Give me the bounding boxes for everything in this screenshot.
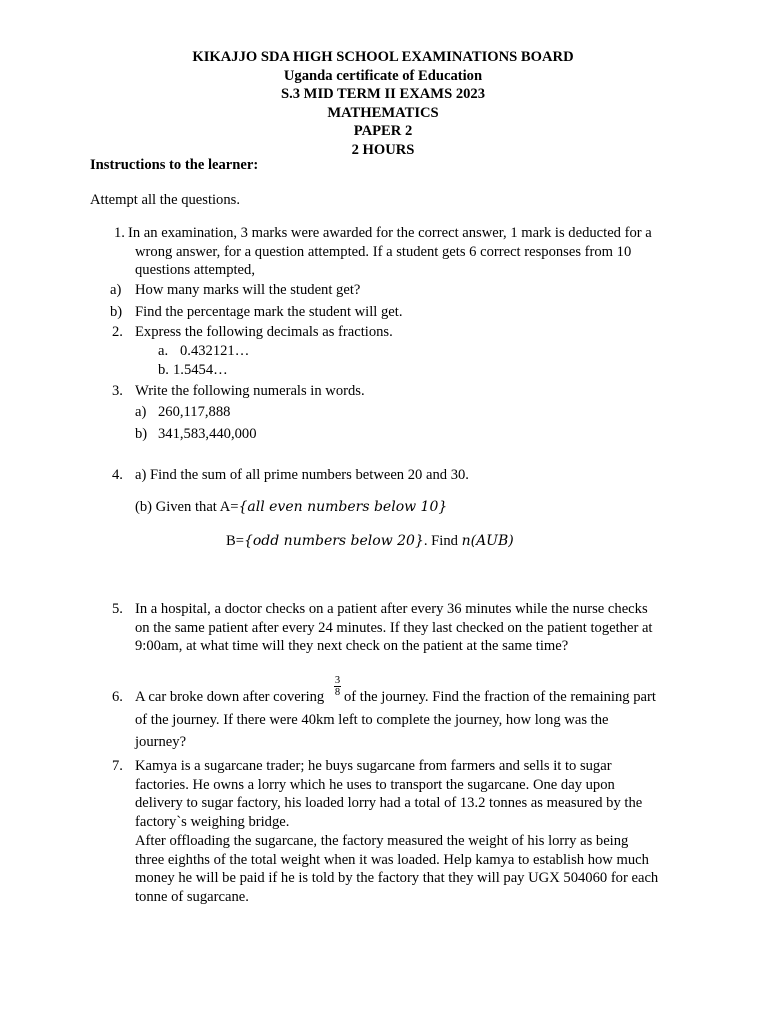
question-text-line: factories. He owns a lorry which he uses to transport the sugarcane. One day upon [135, 776, 615, 793]
question-text-line: After offloading the sugarcane, the factory measured the weight of his lorry as being [135, 833, 629, 849]
part-label: a. [158, 343, 169, 359]
set-b-expression: {odd numbers below 20} [243, 533, 424, 549]
part-text: 260,117,888 [158, 404, 231, 420]
instructions-heading: Instructions to the learner: [90, 157, 259, 173]
question-text-line: of the journey. If there were 40km left to complete the journey, how long was the [135, 712, 609, 728]
subject-title: MATHEMATICS [327, 104, 439, 121]
question-number: 5. [112, 601, 123, 617]
part-text: 1.5454… [173, 362, 228, 378]
question-text-line: Kamya is a sugarcane trader; he buys sugarcane from farmers and sells it to sugar [135, 758, 612, 774]
question-text-line: In an examination, 3 marks were awarded for the correct answer, 1 mark is deducted for a [128, 225, 652, 241]
board-title: KIKAJJO SDA HIGH SCHOOL EXAMINATIONS BOARD [192, 49, 574, 65]
question-text-line: money he will be paid if he is told by the factory that they will pay UGX 504060 for each [135, 870, 659, 886]
union-expression: n(AUB) [461, 533, 514, 549]
part-text: 341,583,440,000 [158, 426, 257, 442]
part-label: b) [110, 304, 123, 320]
question-number: 6. [112, 689, 123, 705]
question-text-line: on the same patient after every 24 minutes. If they last checked on the patient together at [135, 619, 653, 636]
certificate-title: Uganda certificate of Education [283, 67, 483, 84]
question-text-line: journey? [135, 734, 187, 750]
question-text-line: three eighths of the total weight when it was loaded. Help kamya to establish how much [135, 851, 649, 868]
question-number: 4. [112, 467, 123, 483]
fraction-numerator: 3 [334, 675, 341, 686]
question-number: 7. [112, 758, 123, 774]
part-b-label: (b) Given that A= [135, 499, 239, 515]
question-text-line: of the journey. Find the fraction of the remaining part [344, 689, 656, 705]
fraction-denominator: 8 [334, 687, 341, 698]
question-text-line: delivery to sugar factory, his loaded lorry had a total of 13.2 tonnes as measured by the [135, 795, 643, 811]
part-label: b) [135, 426, 148, 442]
duration-title: 2 HOURS [351, 141, 415, 158]
question-text-line: questions attempted, [135, 262, 255, 278]
exam-title: S.3 MID TERM II EXAMS 2023 [280, 86, 486, 102]
fraction-three-eighths [334, 675, 341, 698]
set-b-line [226, 532, 514, 551]
set-b-label: B= [226, 533, 244, 549]
question-text-line: tonne of sugarcane. [135, 888, 249, 905]
part-text: Find the percentage mark the student will get. [135, 304, 403, 320]
question-text-line: wrong answer, for a question attempted. If a student gets 6 correct responses from 10 [135, 243, 632, 260]
part-label: a) [110, 282, 122, 298]
question-number: 2. [112, 324, 123, 340]
exam-header [0, 48, 766, 159]
question-text-line: factory`s weighing bridge. [135, 813, 290, 830]
question-text: Write the following numerals in words. [135, 383, 365, 399]
set-a-expression: {all even numbers below 10} [238, 499, 448, 515]
part-text: How many marks will the student get? [135, 282, 361, 298]
part-text: 0.432121… [180, 343, 250, 359]
instructions-text: Attempt all the questions. [90, 192, 240, 208]
question-text: Express the following decimals as fractions. [135, 324, 393, 340]
question-text-line: A car broke down after covering [135, 689, 325, 705]
question-number: 3. [112, 383, 123, 399]
question-text: a) Find the sum of all prime numbers between 20 and 30. [135, 467, 469, 483]
question-text-line: In a hospital, a doctor checks on a patient after every 36 minutes while the nurse checks [135, 601, 648, 617]
paper-title: PAPER 2 [353, 123, 413, 139]
find-label: . Find [423, 533, 458, 549]
question-text-line: 9:00am, at what time will they next check on the patient at the same time? [135, 638, 569, 654]
question-number: 1. [114, 225, 125, 241]
part-label: b. [158, 362, 169, 378]
part-label: a) [135, 404, 147, 420]
part-b-line [135, 498, 447, 517]
